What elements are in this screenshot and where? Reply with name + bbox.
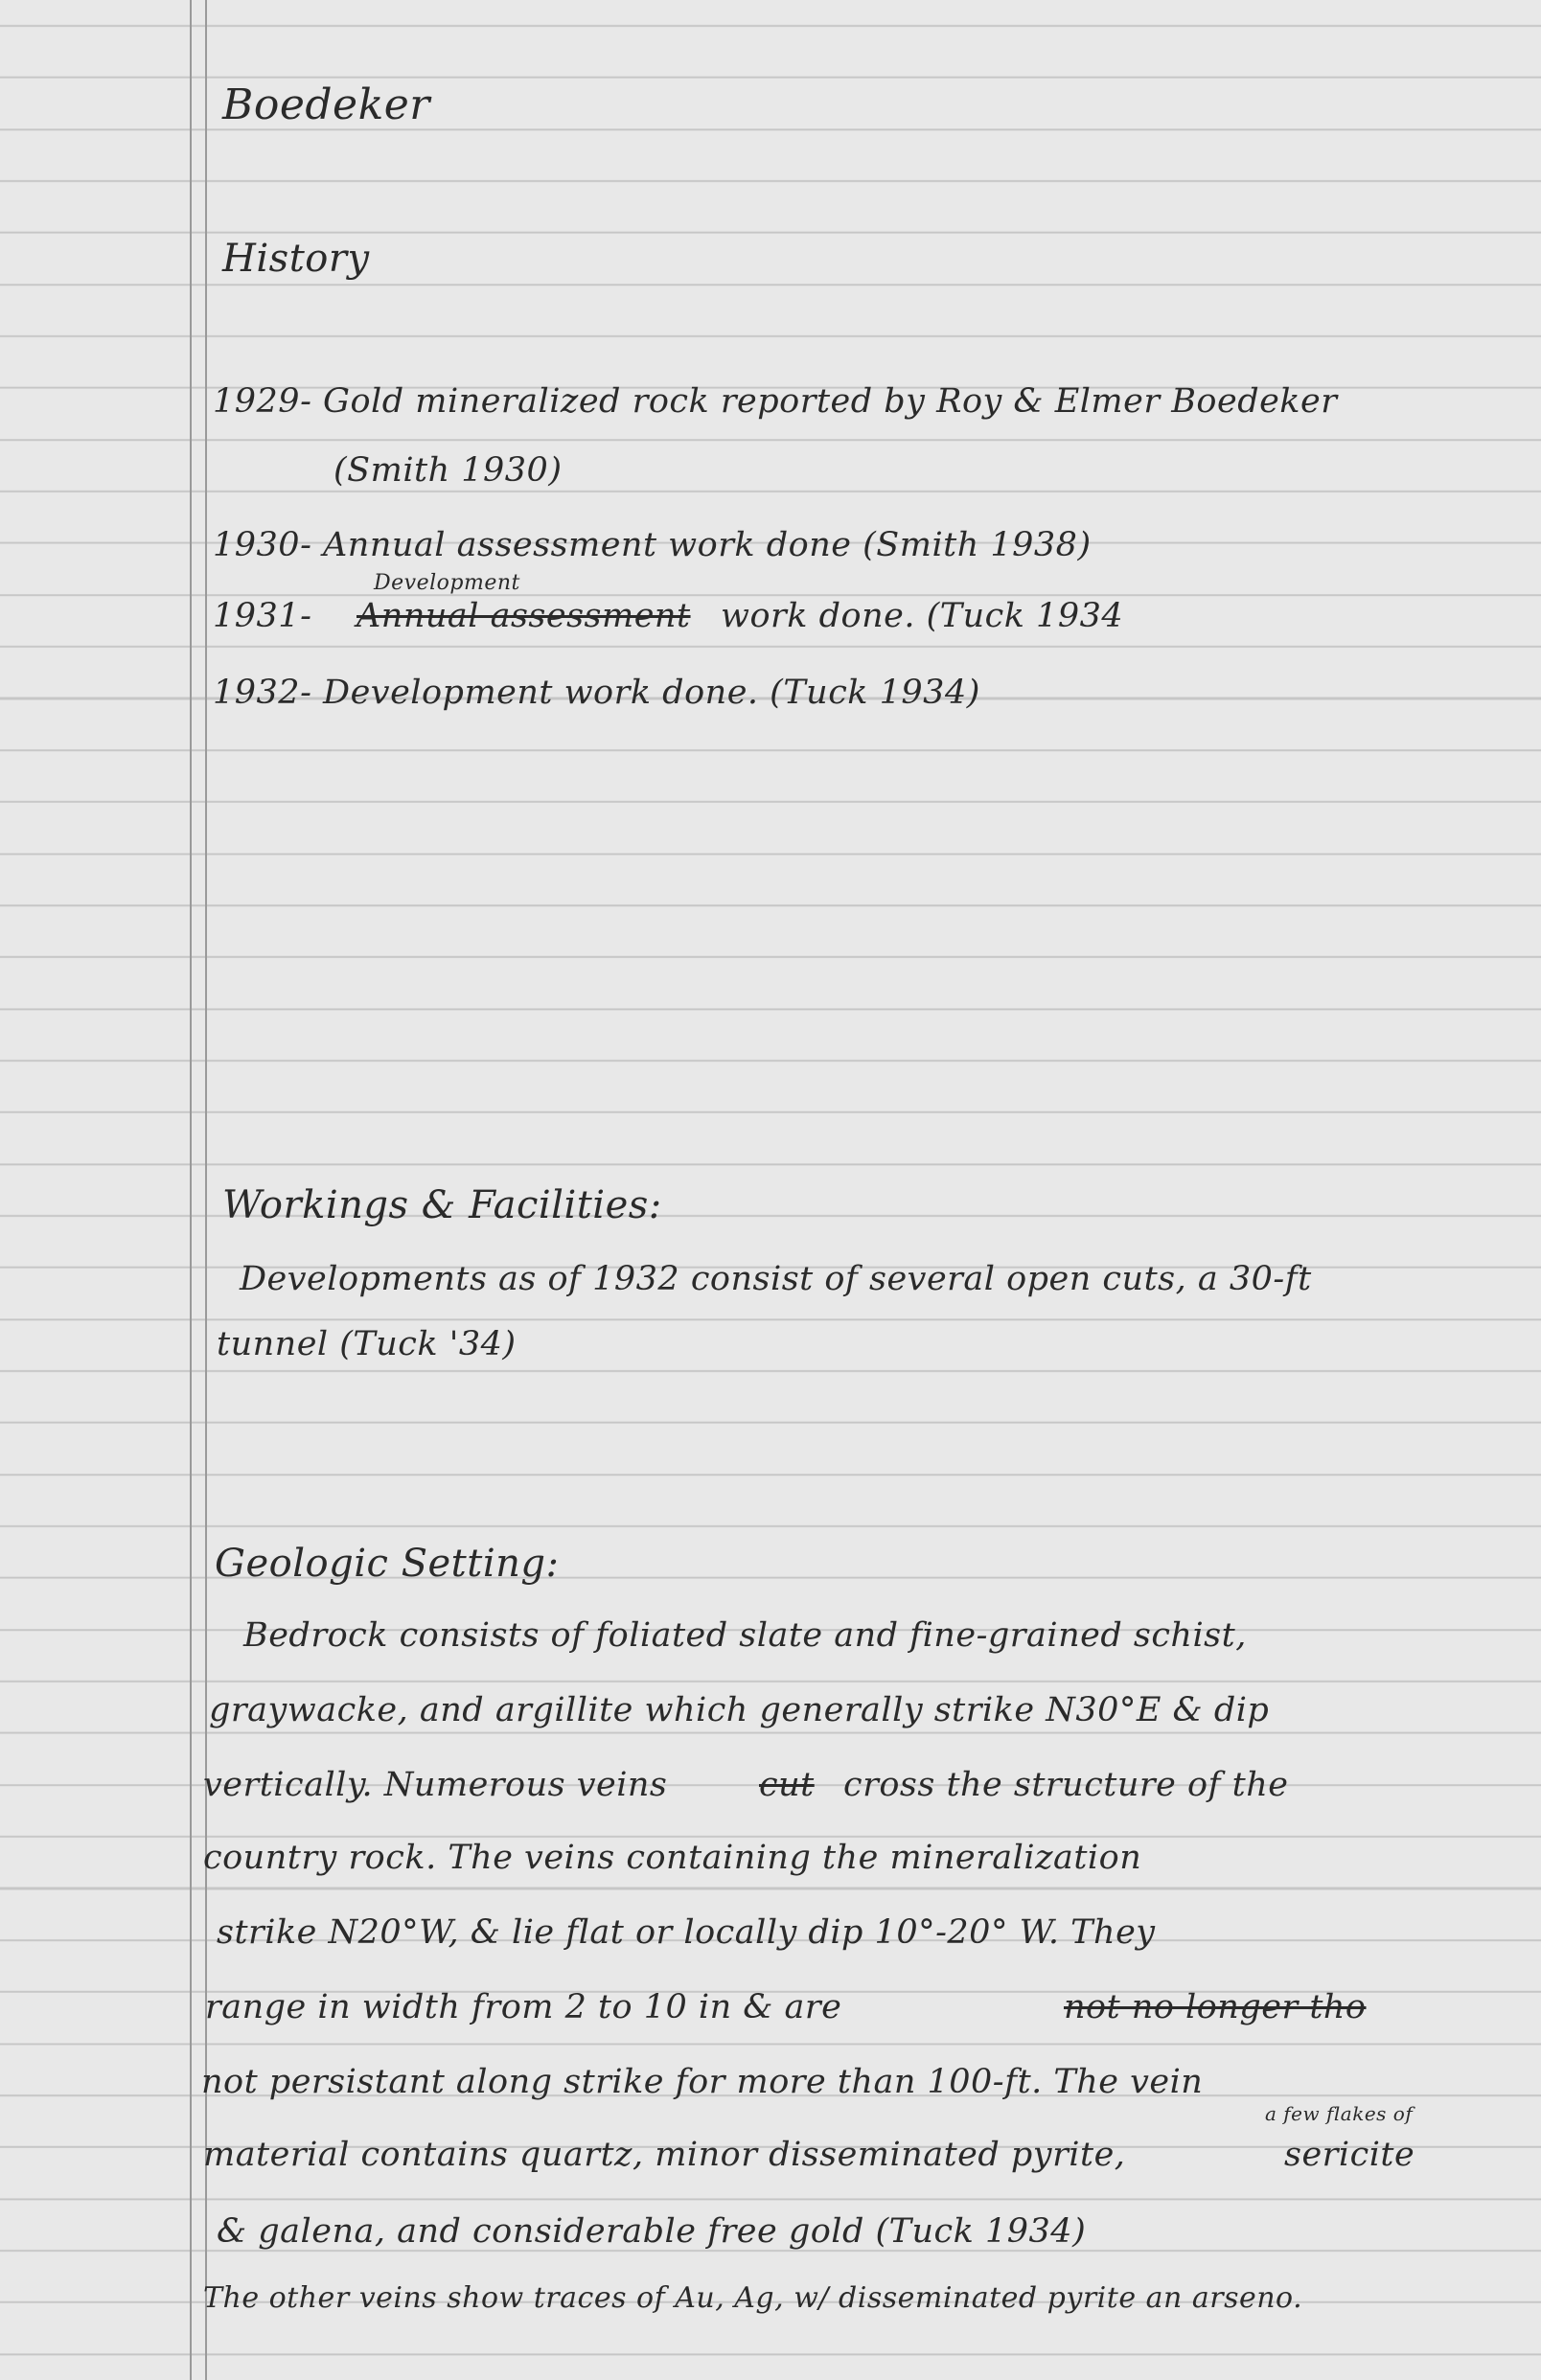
geology-line-4: country rock. The veins containing the mineralization [203,1839,1142,1877]
geology-line-8-sericite: sericite [1284,2136,1415,2174]
geology-line-3a: vertically. Numerous veins [203,1766,668,1804]
history-entry-1929: 1929- Gold mineralized rock reported by Roy & Elmer Boedeker [213,382,1338,421]
geology-line-8: material contains quartz, minor disseminated pyrite, [203,2136,1126,2174]
history-entry-1930: 1930- Annual assessment work done (Smith 1938) [213,526,1092,564]
geology-line-9: & galena, and considerable free gold (Tuck 1934) [217,2212,1087,2251]
history-entry-1931-insertion: Development [374,571,520,595]
history-entry-1931-year: 1931- [213,597,312,635]
page-title: Boedeker [222,80,430,129]
geology-insertion: a few flakes of [1265,2102,1414,2125]
workings-line-1: Developments as of 1932 consist of several open cuts, a 30-ft [240,1260,1312,1298]
geology-line-3b: cross the structure of the [843,1766,1289,1804]
geology-line-6: range in width from 2 to 10 in & are [205,1988,842,2026]
geology-line-10: The other veins show traces of Au, Ag, w/ disseminated pyrite an arseno. [203,2281,1303,2315]
history-entry-1931-rest: work done. (Tuck 1934 [721,597,1124,635]
history-entry-1929-citation: (Smith 1930) [334,451,563,490]
geology-line-1: Bedrock consists of foliated slate and fine-grained schist, [243,1616,1247,1655]
geology-heading: Geologic Setting: [215,1542,560,1586]
geology-struck-word: cut [759,1766,815,1804]
geology-line-5: strike N20°W, & lie flat or locally dip 10°-20° W. They [217,1913,1156,1952]
history-heading: History [222,237,370,281]
workings-line-2: tunnel (Tuck '34) [217,1325,517,1363]
history-entry-1931-struck: Annual assessment [356,597,691,635]
geology-line-2: graywacke, and argillite which generally strike N30°E & dip [209,1691,1270,1729]
workings-heading: Workings & Facilities: [222,1183,662,1227]
margin-line-left [190,0,192,2380]
geology-line-7: not persistant along strike for more than 100-ft. The vein [201,2063,1204,2101]
geology-line-6-struck: not no longer tho [1064,1988,1367,2026]
history-entry-1932: 1932- Development work done. (Tuck 1934) [213,674,980,712]
